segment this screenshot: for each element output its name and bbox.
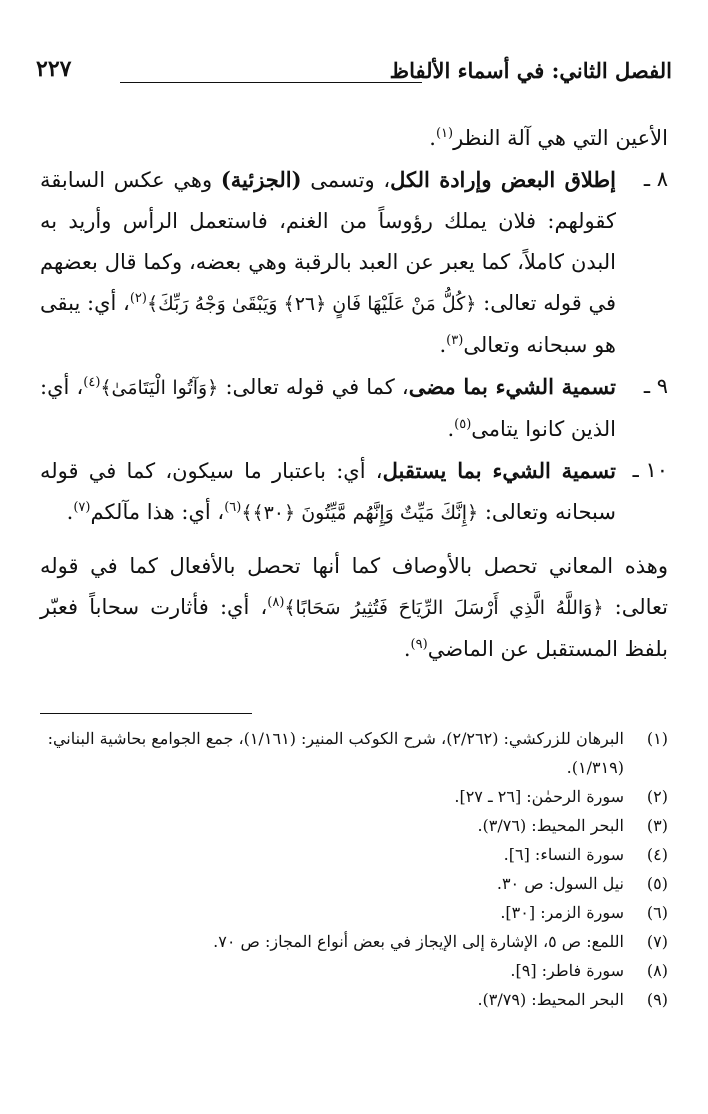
list-item-8: ٨ ـ إطلاق البعض وإرادة الكل، وتسمى (الجزئية) وهي عكس السابقة كقولهم: فلان يملك رؤوساً من الغنم، فاستعمل الرأس وأريد به البدن كاملاً، كما يعبر عن العبد بالرقبة وهي بعضه، وكما قال بعضهم في قوله تعالى: ﴿كُلُّ مَنْ عَلَيْهَا فَانٍ ﴿٢٦﴾ وَيَبْقَىٰ وَجْهُ رَبِّكَ﴾$^{(٢)}$، أي: يبقى هو سبحانه وتعالى$^{(٣)}$.	[40, 159, 668, 366]
footnote-text: البحر المحيط: (٣/٧٩).	[477, 990, 624, 1009]
footnote-number: (٤)	[646, 845, 668, 864]
footnote-text: سورة الرحمٰن: [٢٦ ـ ٢٧].	[454, 787, 624, 806]
footnote	[40, 811, 668, 840]
footnote-text: اللمع: ص ٥، الإشارة إلى الإيجاز في بعض أنواع المجاز: ص ٧٠.	[213, 932, 624, 951]
quran-verse: ﴿وَآتُوا الْيَتَامَىٰ﴾	[100, 377, 219, 399]
footnote-text: نيل السول: ص ٣٠.	[496, 874, 624, 893]
footnote-number: (٢)	[646, 787, 668, 806]
main-text	[40, 118, 668, 670]
closing-paragraph: وهذه المعاني تحصل بالأوصاف كما أنها تحصل بالأفعال كما في قوله تعالى: ﴿وَاللَّهُ الَّذِي أَرْسَلَ الرِّيَاحَ فَتُثِيرُ سَحَابًا﴾$^{(٨)}$، أي: فأثارت سحاباً فعبّر بلفظ المستقبل عن الماضي$^{(٩)}$.	[40, 554, 668, 661]
footnote-ref: (٨)	[267, 595, 285, 610]
footnote	[40, 956, 668, 985]
quran-verse: ﴿إِنَّكَ مَيِّتٌ وَإِنَّهُم مَّيِّتُونَ ﴿٣٠﴾﴾	[241, 502, 479, 524]
footnote	[40, 898, 668, 927]
footnote-text: سورة النساء: [٦].	[503, 845, 624, 864]
footnote-text: سورة فاطر: [٩].	[510, 961, 624, 980]
footnote	[40, 869, 668, 898]
footnote-ref: (٤)	[83, 375, 101, 390]
item-heading: تسمية الشيء بما يستقبل	[382, 458, 616, 483]
footnote-number: (٥)	[646, 874, 668, 893]
footnote-ref: (٧)	[73, 500, 91, 515]
footnote	[40, 724, 668, 782]
footnote-number: (٧)	[646, 932, 668, 951]
footnote-ref: (٢)	[129, 291, 147, 306]
item-number: ٨ ـ	[643, 167, 668, 191]
footnote	[40, 840, 668, 869]
footnote-number: (٩)	[646, 990, 668, 1009]
footnote-text: البحر المحيط: (٣/٧٦).	[477, 816, 624, 835]
footnote	[40, 985, 668, 1014]
footnote-ref: (٩)	[410, 637, 428, 652]
footnote-ref: (٦)	[224, 500, 242, 515]
item-number: ١٠ ـ	[632, 458, 668, 482]
paragraph-continuation: الأعين التي هي آلة النظر$^{(١)}$.	[429, 126, 668, 150]
footnote	[40, 927, 668, 956]
list-item-10: ١٠ ـ تسمية الشيء بما يستقبل، أي: باعتبار ما سيكون، كما في قوله سبحانه وتعالى: ﴿إِنَّكَ مَيِّتٌ وَإِنَّهُم مَّيِّتُونَ ﴿٣٠﴾﴾$^{(٦)}$، أي: هذا مآلكم$^{(٧)}$.	[40, 450, 668, 534]
footnote-number: (١)	[646, 729, 668, 748]
footnote-number: (٨)	[646, 961, 668, 980]
footnote-text: البرهان للزركشي: (٢/٢٦٢)، شرح الكوكب المنير: (١/١٦١)، جمع الجوامع بحاشية البناني: (١/٣١٩).	[47, 729, 624, 777]
footnote-separator	[40, 713, 252, 714]
footnote-number: (٣)	[646, 816, 668, 835]
item-heading: إطلاق البعض وإرادة الكل	[390, 167, 616, 192]
footnote-ref: (٥)	[454, 417, 472, 432]
footnote	[40, 782, 668, 811]
page-number: ٢٢٧	[36, 56, 72, 82]
item-number: ٩ ـ	[643, 374, 668, 398]
term: (الجزئية)	[220, 167, 302, 192]
header-rule	[120, 82, 422, 83]
item-heading: تسمية الشيء بما مضى	[408, 374, 616, 399]
list-item-9: ٩ ـ تسمية الشيء بما مضى، كما في قوله تعالى: ﴿وَآتُوا الْيَتَامَىٰ﴾$^{(٤)}$، أي: الذين كانوا يتامى$^{(٥)}$.	[40, 366, 668, 450]
footnote-ref: (٣)	[446, 333, 464, 348]
footnote-ref: (١)	[435, 126, 454, 141]
running-header	[36, 52, 672, 92]
quran-verse: ﴿وَاللَّهُ الَّذِي أَرْسَلَ الرِّيَاحَ فَتُثِيرُ سَحَابًا﴾	[284, 597, 604, 619]
chapter-title: الفصل الثاني: في أسماء الألفاظ	[389, 58, 672, 83]
quran-verse: ﴿كُلُّ مَنْ عَلَيْهَا فَانٍ ﴿٢٦﴾ وَيَبْقَىٰ وَجْهُ رَبِّكَ﴾	[146, 293, 477, 315]
footnotes	[40, 724, 668, 1014]
footnote-number: (٦)	[646, 903, 668, 922]
footnote-text: سورة الزمر: [٣٠].	[500, 903, 624, 922]
